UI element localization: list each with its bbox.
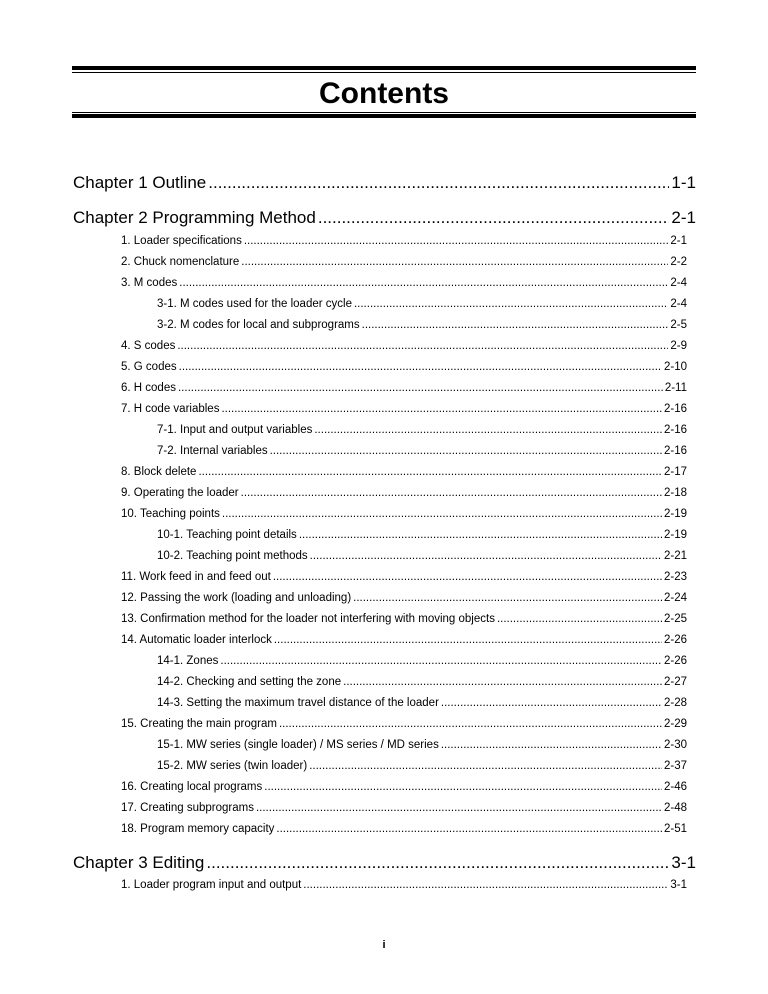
toc-section-entry[interactable] <box>157 674 687 690</box>
toc-leader-dots <box>244 233 669 249</box>
toc-chapter-entry[interactable] <box>73 172 696 194</box>
toc-section-entry[interactable] <box>157 296 687 312</box>
toc-section-entry[interactable] <box>121 821 687 837</box>
toc-section-entry[interactable] <box>157 695 687 711</box>
toc-leader-dots <box>318 207 670 229</box>
toc-leader-dots <box>299 527 662 543</box>
toc-entry-page: 2-4 <box>670 277 687 289</box>
toc-entry-page: 2-1 <box>671 208 696 227</box>
toc-entry-page: 2-25 <box>663 613 687 625</box>
toc-entry-page: 2-30 <box>663 739 687 751</box>
toc-entry-page: 2-16 <box>663 445 687 457</box>
toc-entry-page: 2-26 <box>663 634 687 646</box>
toc-entry-page: 3-1 <box>671 853 696 872</box>
toc-section-entry[interactable] <box>121 464 687 480</box>
toc-entry-label: 17. Creating subprograms <box>121 802 254 814</box>
toc-entry-label: 2. Chuck nomenclature <box>121 256 240 268</box>
toc-entry-page: 2-26 <box>663 655 687 667</box>
toc-entry-page: 2-16 <box>663 424 687 436</box>
toc-entry-label: 10-1. Teaching point details <box>157 529 297 541</box>
toc-section-entry[interactable] <box>121 233 687 249</box>
toc-entry-label: 3-1. M codes used for the loader cycle <box>157 298 352 310</box>
toc-section-entry[interactable] <box>121 485 687 501</box>
toc-entry-label: 14-3. Setting the maximum travel distance of the loader <box>157 697 439 709</box>
toc-entry-label: 13. Confirmation method for the loader not interfering with moving objects <box>121 613 495 625</box>
toc-entry-label: 15. Creating the main program <box>121 718 277 730</box>
toc-leader-dots <box>279 716 662 732</box>
toc-entry-label: 4. S codes <box>121 340 176 352</box>
toc-entry-label: 9. Operating the loader <box>121 487 239 499</box>
toc-leader-dots <box>343 674 662 690</box>
toc-leader-dots <box>354 296 668 312</box>
toc-section-entry[interactable] <box>157 548 687 564</box>
toc-leader-dots <box>362 317 669 333</box>
toc-entry-page: 2-24 <box>663 592 687 604</box>
toc-chapter-entry[interactable] <box>73 207 696 229</box>
toc-leader-dots <box>273 569 662 585</box>
toc-chapter-entry[interactable] <box>73 852 696 874</box>
toc-leader-dots <box>221 401 662 417</box>
toc-section-entry[interactable] <box>121 506 687 522</box>
toc-leader-dots <box>241 254 668 270</box>
toc-entry-label: 10-2. Teaching point methods <box>157 550 308 562</box>
toc-leader-dots <box>310 548 662 564</box>
toc-entry-label: 1. Loader specifications <box>121 235 242 247</box>
toc-leader-dots <box>276 821 662 837</box>
toc-section-entry[interactable] <box>121 611 687 627</box>
toc-entry-page: 2-46 <box>663 781 687 793</box>
toc-entry-page: 2-5 <box>670 319 687 331</box>
toc-entry-label: 15-1. MW series (single loader) / MS series / MD series <box>157 739 439 751</box>
title-rule-top-thin <box>72 72 696 73</box>
toc-leader-dots <box>497 611 662 627</box>
toc-entry-label: 7. H code variables <box>121 403 220 415</box>
toc-entry-label: 7-2. Internal variables <box>157 445 268 457</box>
toc-leader-dots <box>441 695 662 711</box>
toc-leader-dots <box>256 800 662 816</box>
toc-entry-page: 2-21 <box>663 550 687 562</box>
toc-section-entry[interactable] <box>121 254 687 270</box>
toc-entry-page: 2-48 <box>663 802 687 814</box>
toc-leader-dots <box>314 422 662 438</box>
toc-section-entry[interactable] <box>121 401 687 417</box>
toc-entry-label: 18. Program memory capacity <box>121 823 275 835</box>
toc-entry-label: 14-1. Zones <box>157 655 219 667</box>
toc-section-entry[interactable] <box>157 737 687 753</box>
toc-leader-dots <box>264 779 662 795</box>
page-number: i <box>382 939 386 951</box>
toc-entry-label: Chapter 2 Programming Method <box>73 208 316 227</box>
toc-entry-page: 2-19 <box>663 529 687 541</box>
toc-entry-page: 2-29 <box>663 718 687 730</box>
toc-entry-page: 2-23 <box>663 571 687 583</box>
toc-entry-page: 2-18 <box>663 487 687 499</box>
toc-entry-label: 6. H codes <box>121 382 176 394</box>
toc-leader-dots <box>206 852 669 874</box>
page-title: Contents <box>319 77 449 110</box>
toc-entry-page: 2-16 <box>663 403 687 415</box>
toc-section-entry[interactable] <box>157 317 687 333</box>
toc-entry-label: 14. Automatic loader interlock <box>121 634 272 646</box>
toc-leader-dots <box>270 443 662 459</box>
toc-leader-dots <box>303 877 668 893</box>
toc-leader-dots <box>198 464 662 480</box>
toc-entry-label: 5. G codes <box>121 361 177 373</box>
toc-section-entry[interactable] <box>121 275 687 291</box>
toc-entry-label: 11. Work feed in and feed out <box>121 571 271 583</box>
toc-entry-page: 2-9 <box>670 340 687 352</box>
title-rule-bottom-thin <box>72 112 696 113</box>
toc-entry-label: 14-2. Checking and setting the zone <box>157 676 342 688</box>
toc-section-entry[interactable] <box>121 569 687 585</box>
toc-entry-page: 2-1 <box>670 235 687 247</box>
toc-entry-label: Chapter 1 Outline <box>73 173 207 192</box>
toc-section-entry[interactable] <box>157 758 687 774</box>
toc-entry-page: 1-1 <box>671 173 696 192</box>
toc-entry-label: 1. Loader program input and output <box>121 879 302 891</box>
toc-section-entry[interactable] <box>157 443 687 459</box>
toc-entry-label: Chapter 3 Editing <box>73 853 205 872</box>
toc-leader-dots <box>208 172 669 194</box>
toc-entry-page: 2-4 <box>670 298 687 310</box>
toc-leader-dots <box>179 275 668 291</box>
toc-leader-dots <box>441 737 662 753</box>
toc-leader-dots <box>178 380 663 396</box>
toc-section-entry[interactable] <box>121 632 687 648</box>
toc-section-entry[interactable] <box>121 800 687 816</box>
toc-entry-page: 2-19 <box>663 508 687 520</box>
toc-entry-page: 2-2 <box>670 256 687 268</box>
toc-leader-dots <box>222 506 662 522</box>
toc-entry-page: 2-51 <box>663 823 687 835</box>
toc-section-entry[interactable] <box>121 877 687 893</box>
toc-entry-page: 2-27 <box>663 676 687 688</box>
toc-entry-page: 2-28 <box>663 697 687 709</box>
toc-entry-label: 12. Passing the work (loading and unloading) <box>121 592 352 604</box>
toc-entry-page: 2-37 <box>663 760 687 772</box>
toc-section-entry[interactable] <box>121 380 687 396</box>
toc-entry-page: 2-11 <box>664 382 687 394</box>
toc-entry-page: 3-1 <box>670 879 687 891</box>
toc-entry-label: 3. M codes <box>121 277 178 289</box>
toc-entry-page: 2-17 <box>663 466 687 478</box>
toc-section-entry[interactable] <box>157 422 687 438</box>
title-rule-bottom <box>72 114 696 118</box>
toc-entry-label: 16. Creating local programs <box>121 781 263 793</box>
title-rule-top <box>72 66 696 70</box>
toc-leader-dots <box>220 653 662 669</box>
toc-section-entry[interactable] <box>157 653 687 669</box>
toc-leader-dots <box>177 338 668 354</box>
toc-entry-label: 8. Block delete <box>121 466 197 478</box>
toc-leader-dots <box>353 590 662 606</box>
toc-entry-page: 2-10 <box>663 361 687 373</box>
toc-entry-label: 3-2. M codes for local and subprograms <box>157 319 360 331</box>
toc-leader-dots <box>274 632 662 648</box>
toc-section-entry[interactable] <box>121 779 687 795</box>
toc-section-entry[interactable] <box>157 527 687 543</box>
toc-entry-label: 15-2. MW series (twin loader) <box>157 760 308 772</box>
toc-section-entry[interactable] <box>121 716 687 732</box>
toc-entry-label: 7-1. Input and output variables <box>157 424 313 436</box>
toc-section-entry[interactable] <box>121 590 687 606</box>
toc-entry-label: 10. Teaching points <box>121 508 220 520</box>
toc-section-entry[interactable] <box>121 338 687 354</box>
toc-leader-dots <box>241 485 662 501</box>
toc-section-entry[interactable] <box>121 359 687 375</box>
toc-leader-dots <box>309 758 662 774</box>
toc-leader-dots <box>179 359 662 375</box>
